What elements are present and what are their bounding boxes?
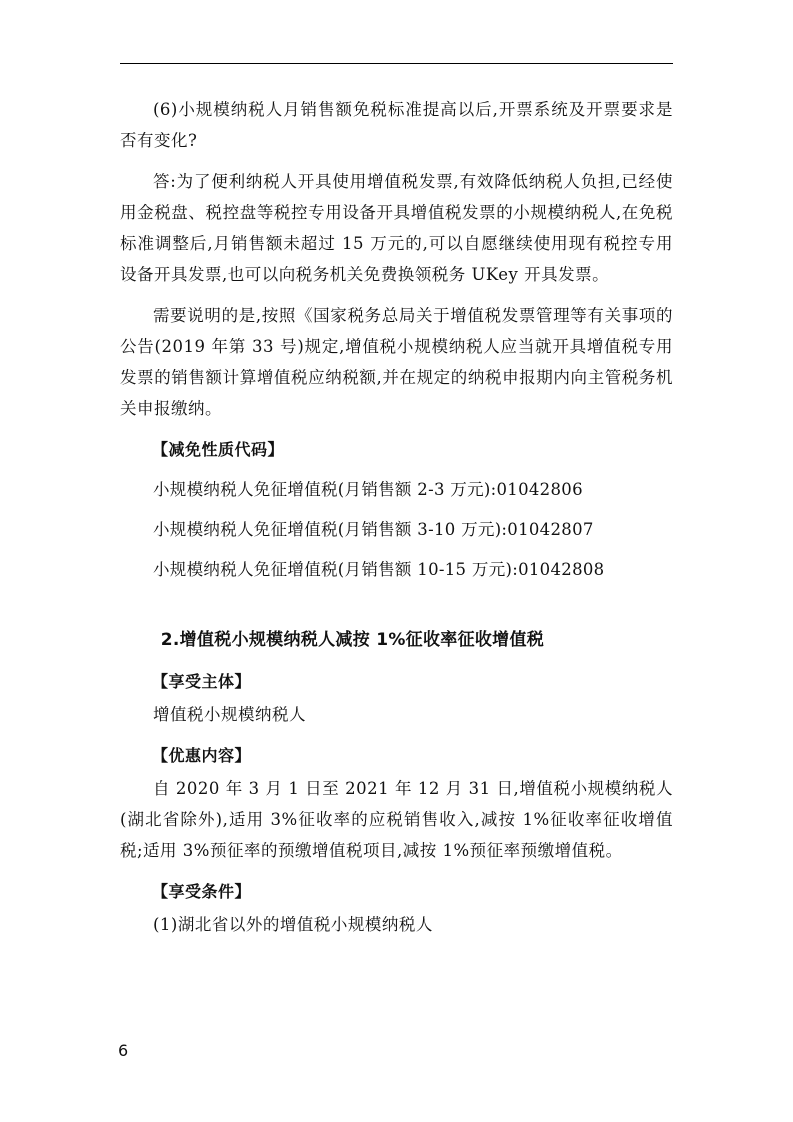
note-paragraph: 需要说明的是,按照《国家税务总局关于增值税发票管理等有关事项的公告(2019 年第 33 号)规定,增值税小规模纳税人应当就开具增值税专用发票的销售额计算增值税应纳税额,并在规定的纳税申报期内向主管税务机关申报缴纳。	[120, 306, 673, 418]
code-item: 小规模纳税人免征增值税(月销售额 10-15 万元):01042808	[153, 560, 605, 579]
document-body	[120, 94, 673, 940]
content-paragraph: 自 2020 年 3 月 1 日至 2021 年 12 月 31 日,增值税小规模纳税人(湖北省除外),适用 3%征收率的应税销售收入,减按 1%征收率征收增值税;适用 3%预征率的预缴增值税项目,减按 1%预征率预缴增值税。	[120, 779, 673, 860]
subject-heading: 【享受主体】	[152, 672, 252, 691]
code-item: 小规模纳税人免征增值税(月销售额 3-10 万元):01042807	[153, 520, 594, 539]
code-item: 小规模纳税人免征增值税(月销售额 2-3 万元):01042806	[153, 480, 583, 499]
page-number: 6	[118, 1041, 129, 1060]
condition-paragraph: (1)湖北省以外的增值税小规模纳税人	[153, 915, 433, 934]
header-rule	[120, 63, 673, 64]
answer-paragraph: 答:为了便利纳税人开具使用增值税发票,有效降低纳税人负担,已经使用金税盘、税控盘等税控专用设备开具增值税发票的小规模纳税人,在免税标准调整后,月销售额未超过 15 万元的,可以自愿继续使用现有税控专用设备开具发票,也可以向税务机关免费换领税务 UKey 开具发票。	[120, 172, 673, 284]
codes-heading: 【减免性质代码】	[152, 440, 285, 459]
conditions-heading: 【享受条件】	[152, 882, 252, 901]
section-title: 2.增值税小规模纳税人减按 1%征收率征收增值税	[160, 630, 545, 650]
content-heading: 【优惠内容】	[152, 746, 252, 765]
subject-paragraph: 增值税小规模纳税人	[153, 705, 306, 724]
question-paragraph: (6)小规模纳税人月销售额免税标准提高以后,开票系统及开票要求是否有变化?	[120, 100, 673, 150]
